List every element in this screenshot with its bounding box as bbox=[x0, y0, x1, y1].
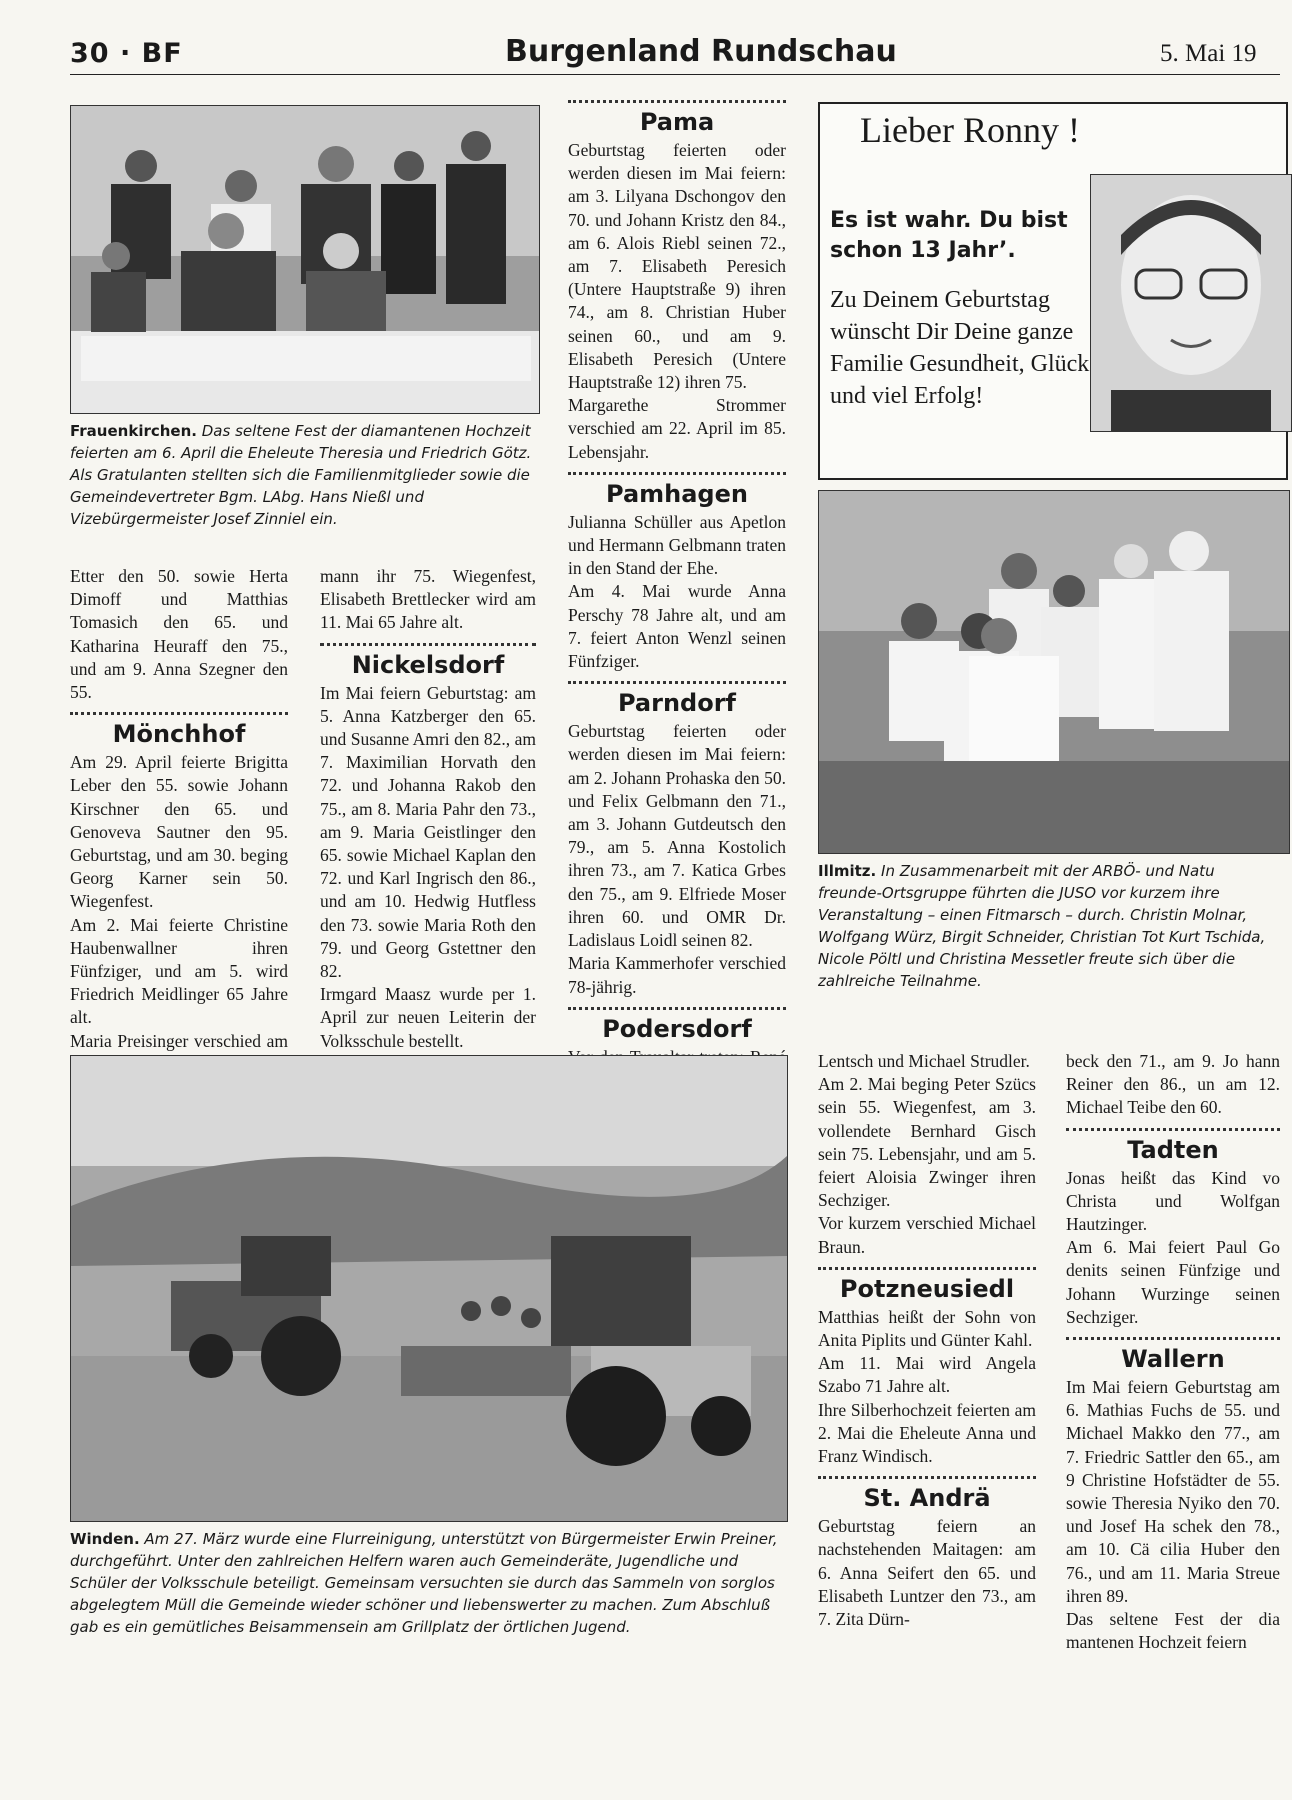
caption-text: Am 27. März wurde eine Flurreinigung, unterstützt von Bürgermeister Erwin Preiner, durchgeführt. Unter den zahlreichen Helfern waren auch Gemeinderäte, Jugendliche und Schüler der Volksschule beteiligt. Gemeinsam versuchten sie durch das Sammeln von sorglos abgelegtem Müll die Gemeinde wieder schöner und liebenswerter zu machen. Zum Abschluß gab es ein gemütliches Beisammensein am Grillplatz der örtlichen Jugend. bbox=[70, 1530, 778, 1636]
article-paragraph: Am 11. Mai wird Angela Szabo 71 Jahre alt. bbox=[818, 1353, 1036, 1397]
article-paragraph: Am 29. April feierte Brigitta Leber den 55. sowie Johann Kirschner den 65. und Genoveva Sautner den 95. Geburtstag, und am 30. beging Georg Karner sein 50. Wiegenfest. bbox=[70, 752, 288, 912]
article-paragraph: Im Mai feiern Geburtstag: am 5. Anna Katzberger den 65. und Susanne Amri den 82., am 7. Maximilian Horvath den 72. und Johanna Rakob den 75., am 8. Maria Pahr den 73., am 9. Maria Geistlinger den 65. sowie Michael Kaplan den 72. und Karl Ingrisch den 86., und am 10. Hedwig Hutfless den 73. sowie Maria Roth den 79. und Georg Gstettner den 82. bbox=[320, 682, 536, 982]
caption-place: Winden. bbox=[70, 1530, 140, 1548]
section-heading-potzneusiedl: Potzneusiedl bbox=[839, 1274, 1015, 1303]
section-divider bbox=[818, 1476, 1036, 1479]
photo-winden bbox=[70, 1055, 788, 1522]
section-divider bbox=[1066, 1337, 1280, 1340]
ad-title: Lieber Ronny ! bbox=[860, 110, 1080, 150]
section-divider bbox=[568, 472, 786, 475]
issue-date: 5. Mai 19 bbox=[1160, 40, 1257, 67]
article-paragraph: Maria Kammerhofer verschied 78-jährig. bbox=[568, 953, 786, 997]
portrait-photo bbox=[1090, 174, 1292, 432]
newspaper-title: Burgenland Rundschau bbox=[505, 34, 897, 69]
caption-winden bbox=[70, 1528, 786, 1678]
article-paragraph: Julianna Schüller aus Apetlon und Hermann Gelbmann traten in den Stand der Ehe. bbox=[568, 511, 786, 579]
caption-place: Illmitz. bbox=[818, 862, 877, 880]
article-paragraph: Am 6. Mai feiert Paul Go denits seinen Fünfzige und Johann Wurzinge seinen Sechziger. bbox=[1066, 1237, 1280, 1327]
column-5 bbox=[1066, 1050, 1280, 1785]
caption-illmitz bbox=[818, 860, 1280, 1010]
article-paragraph: Das seltene Fest der dia mantenen Hochzeit feiern bbox=[1066, 1609, 1280, 1653]
section-divider bbox=[568, 681, 786, 684]
section-heading-parndorf: Parndorf bbox=[617, 689, 736, 718]
birthday-ad bbox=[818, 102, 1288, 480]
article-paragraph: Ihre Silberhochzeit feierten am 2. Mai die Eheleute Anna und Franz Windisch. bbox=[818, 1399, 1036, 1467]
column-3 bbox=[568, 100, 786, 1043]
article-paragraph: Irmgard Maasz wurde per 1. April zur neuen Leiterin der Volksschule bestellt. bbox=[320, 984, 536, 1051]
article-paragraph: Am 2. Mai beging Peter Szücs sein 55. Wiegenfest, am 3. vollendete Bernhard Gisch sein 75. Lebensjahr, und am 5. feiert Aloisia Zwinger ihren Sechziger. bbox=[818, 1074, 1036, 1211]
section-divider bbox=[70, 712, 288, 715]
article-paragraph: Margarethe Strommer verschied am 22. April im 85. Lebensjahr. bbox=[568, 395, 786, 462]
article-paragraph: Jonas heißt das Kind vo Christa und Wolfgan Hautzinger. bbox=[1066, 1167, 1280, 1235]
section-heading-wallern: Wallern bbox=[1121, 1345, 1225, 1374]
masthead-rule bbox=[70, 74, 1280, 75]
section-divider bbox=[568, 100, 786, 103]
article-paragraph: Vor kurzem verschied Michael Braun. bbox=[818, 1213, 1036, 1257]
column-1 bbox=[70, 565, 288, 1051]
article-paragraph: Matthias heißt der Sohn von Anita Piplits und Günter Kahl. bbox=[818, 1306, 1036, 1351]
section-heading-moenchhof: Mönchhof bbox=[112, 720, 246, 749]
section-divider bbox=[320, 643, 536, 646]
section-heading-tadten: Tadten bbox=[1127, 1135, 1219, 1164]
ad-lead: Es ist wahr. Du bist schon 13 Jahr’. bbox=[830, 208, 1068, 263]
section-heading-pama: Pama bbox=[639, 108, 715, 136]
section-heading-podersdorf: Podersdorf bbox=[602, 1014, 752, 1043]
caption-frauenkirchen bbox=[70, 420, 540, 540]
column-4 bbox=[818, 1050, 1036, 1785]
article-paragraph: Am 4. Mai wurde Anna Perschy 78 Jahre alt, und am 7. feiert Anton Wenzl seinen Fünfziger. bbox=[568, 581, 786, 672]
photo-frauenkirchen bbox=[70, 105, 540, 414]
column-2 bbox=[320, 565, 536, 1051]
article-paragraph: beck den 71., am 9. Jo hann Reiner den 86., un am 12. Michael Teibe den 60. bbox=[1066, 1051, 1280, 1118]
caption-place: Frauenkirchen. bbox=[70, 422, 197, 440]
ad-body: Zu Deinem Geburtstag wünscht Dir Deine ganze Familie Gesundheit, Glück und viel Erfolg! bbox=[830, 287, 1090, 409]
article-paragraph: Am 2. Mai feierte Christine Haubenwallner ihren Fünfziger, und am 5. wird Friedrich Meidlinger 65 Jahre alt. bbox=[70, 914, 288, 1028]
section-divider bbox=[818, 1267, 1036, 1270]
article-paragraph: Geburtstag feiern an nachstehenden Maitagen: am 6. Anna Seifert den 65. und Elisabeth Luntzer den 73., am 7. Zita Dürn- bbox=[818, 1516, 1036, 1630]
article-paragraph: Geburtstag feierten oder werden diesen im Mai feiern: am 3. Lilyana Dschongov den 70. und Johann Kristz den 84., am 6. Alois Riebl seinen 72., am 7. Elisabeth Peresich (Untere Hauptstraße 9) ihren 74., am 8. Christian Huber seinen 60., und am 9. Elisabeth Peresich (Untere Hauptstraße 12) ihren 75. bbox=[568, 140, 786, 393]
caption-text: Das seltene Fest der diamantenen Hochzeit feierten am 6. April die Eheleute Theresia und Friedrich Götz. Als Gratulanten stellten sich die Familienmitglieder sowie die Gemeindevertreter Bgm. LAbg. Hans Nießl und Vizebürgermeister Josef Zinniel ein. bbox=[70, 422, 532, 528]
section-divider bbox=[1066, 1128, 1280, 1131]
page-number: 30 · BF bbox=[70, 38, 183, 69]
photo-illmitz bbox=[818, 490, 1290, 854]
article-paragraph: mann ihr 75. Wiegenfest, Elisabeth Brettlecker wird am 11. Mai 65 Jahre alt. bbox=[320, 566, 536, 633]
section-heading-nickelsdorf: Nickelsdorf bbox=[351, 650, 505, 679]
article-paragraph: Im Mai feiern Geburtstag am 6. Mathias Fuchs de 55. und Michael Makko den 77., am 7. Friedric Sattler den 65., am 9 Christine Hofstädter de 55. sowie Theresia Nyiko den 70. und Josef Ha schek den 78., am 10. Cä cilia Huber den 76., und am 11. Maria Streue ihren 89. bbox=[1066, 1377, 1280, 1606]
section-heading-pamhagen: Pamhagen bbox=[606, 479, 748, 508]
article-paragraph: Geburtstag feierten oder werden diesen im Mai feiern: am 2. Johann Prohaska den 50. und Felix Gelbmann den 71., am 3. Johann Gutdeutsch den 79., am 5. Anna Kostolich ihren 73., am 7. Katica Grbes den 75., am 9. Elfriede Moser ihren 60. und OMR Dr. Ladislaus Loidl seinen 82. bbox=[568, 721, 786, 951]
article-paragraph: Etter den 50. sowie Herta Dimoff und Matthias Tomasich den 65. und Katharina Heuraff den 75., und am 9. Anna Szegner den 55. bbox=[70, 566, 288, 703]
article-paragraph: Lentsch und Michael Strudler. bbox=[818, 1051, 1030, 1071]
section-heading-st-andrae: St. Andrä bbox=[863, 1484, 991, 1513]
caption-text: In Zusammenarbeit mit der ARBÖ- und Natu freunde-Ortsgruppe führten die JUSO vor kurzem ihre Veranstaltung – einen Fitmarsch – durch. Christin Molnar, Wolfgang Würz, Birgit Schneider, Christian Tot Kurt Tschida, Nicole Pöltl und Christina Messetler freute sich über die zahlreiche Teilnahme. bbox=[818, 862, 1266, 990]
article-paragraph: Maria Preisinger verschied am bbox=[70, 1030, 288, 1051]
section-divider bbox=[568, 1007, 786, 1010]
